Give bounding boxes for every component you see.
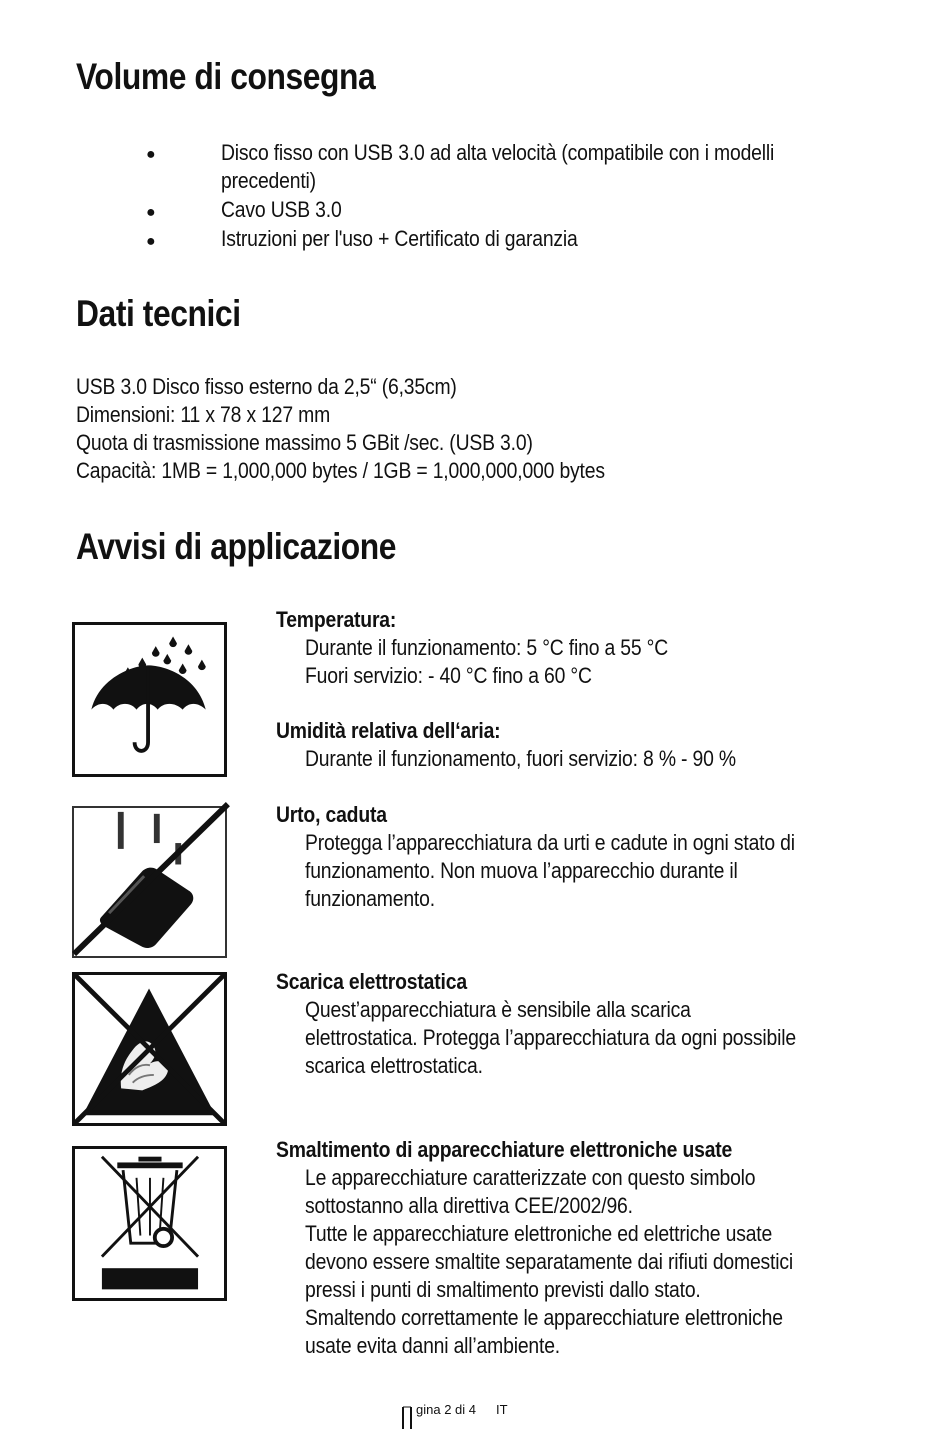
list-item: precedenti): [221, 168, 316, 193]
spec-line: USB 3.0 Disco fisso esterno da 2,5“ (6,35cm): [76, 374, 457, 399]
heading-urto-caduta: Urto, caduta: [276, 802, 387, 827]
spec-line: Quota di trasmissione massimo 5 GBit /sec. (USB 3.0): [76, 430, 533, 455]
text-line: Durante il funzionamento, fuori servizio: 8 % - 90 %: [305, 746, 736, 771]
list-item: Disco fisso con USB 3.0 ad alta velocità (compatibile con i modelli: [221, 140, 775, 165]
text-line: Quest’apparecchiatura è sensibile alla scarica: [305, 997, 691, 1022]
text-line: devono essere smaltite separatamente dai rifiuti domestici: [305, 1249, 794, 1274]
text-line: sottostanno alla direttiva CEE/2002/96.: [305, 1193, 633, 1218]
heading-temperatura: Temperatura:: [276, 607, 397, 632]
bullet-icon: ●: [146, 146, 156, 163]
heading-dati-tecnici: Dati tecnici: [76, 293, 241, 334]
text-line: usate evita danni all’ambiente.: [305, 1333, 561, 1358]
heading-smaltimento: Smaltimento di apparecchiature elettroniche usate: [276, 1137, 733, 1162]
bullet-icon: ●: [146, 233, 156, 250]
text-line: Protegga l’apparecchiatura da urti e cadute in ogni stato di: [305, 830, 795, 855]
text-line: pressi i punti di smaltimento previsti dallo stato.: [305, 1277, 701, 1302]
no-shock-fall-icon: [72, 806, 227, 958]
text-line: Le apparecchiature caratterizzate con questo simbolo: [305, 1165, 756, 1190]
page-glyph-icon: [400, 1403, 416, 1429]
language-code: IT: [496, 1402, 508, 1417]
heading-avvisi-di-applicazione: Avvisi di applicazione: [76, 526, 397, 567]
crossed-bin-icon: [72, 1146, 227, 1301]
text-line: elettrostatica. Protegga l’apparecchiatura da ogni possibile: [305, 1025, 796, 1050]
esd-warning-icon: [72, 972, 227, 1126]
spec-line: Dimensioni: 11 x 78 x 127 mm: [76, 402, 331, 427]
list-item: Cavo USB 3.0: [221, 197, 342, 222]
heading-scarica-elettrostatica: Scarica elettrostatica: [276, 969, 467, 994]
list-item: Istruzioni per l'uso + Certificato di garanzia: [221, 226, 578, 251]
text-line: Tutte le apparecchiature elettroniche ed elettriche usate: [305, 1221, 773, 1246]
text-line: Fuori servizio: - 40 °C fino a 60 °C: [305, 663, 592, 688]
bullet-icon: ●: [146, 204, 156, 221]
heading-umidita: Umidità relativa dell‘aria:: [276, 718, 501, 743]
umbrella-icon: [72, 622, 227, 777]
page-number: gina 2 di 4: [416, 1402, 476, 1417]
text-line: funzionamento. Non muova l’apparecchio durante il: [305, 858, 738, 883]
heading-volume-di-consegna: Volume di consegna: [76, 56, 376, 97]
text-line: Smaltendo correttamente le apparecchiature elettroniche: [305, 1305, 783, 1330]
spec-line: Capacità: 1MB = 1,000,000 bytes / 1GB = 1,000,000,000 bytes: [76, 458, 605, 483]
text-line: scarica elettrostatica.: [305, 1053, 483, 1078]
text-line: funzionamento.: [305, 886, 435, 911]
text-line: Durante il funzionamento: 5 °C fino a 55 °C: [305, 635, 669, 660]
